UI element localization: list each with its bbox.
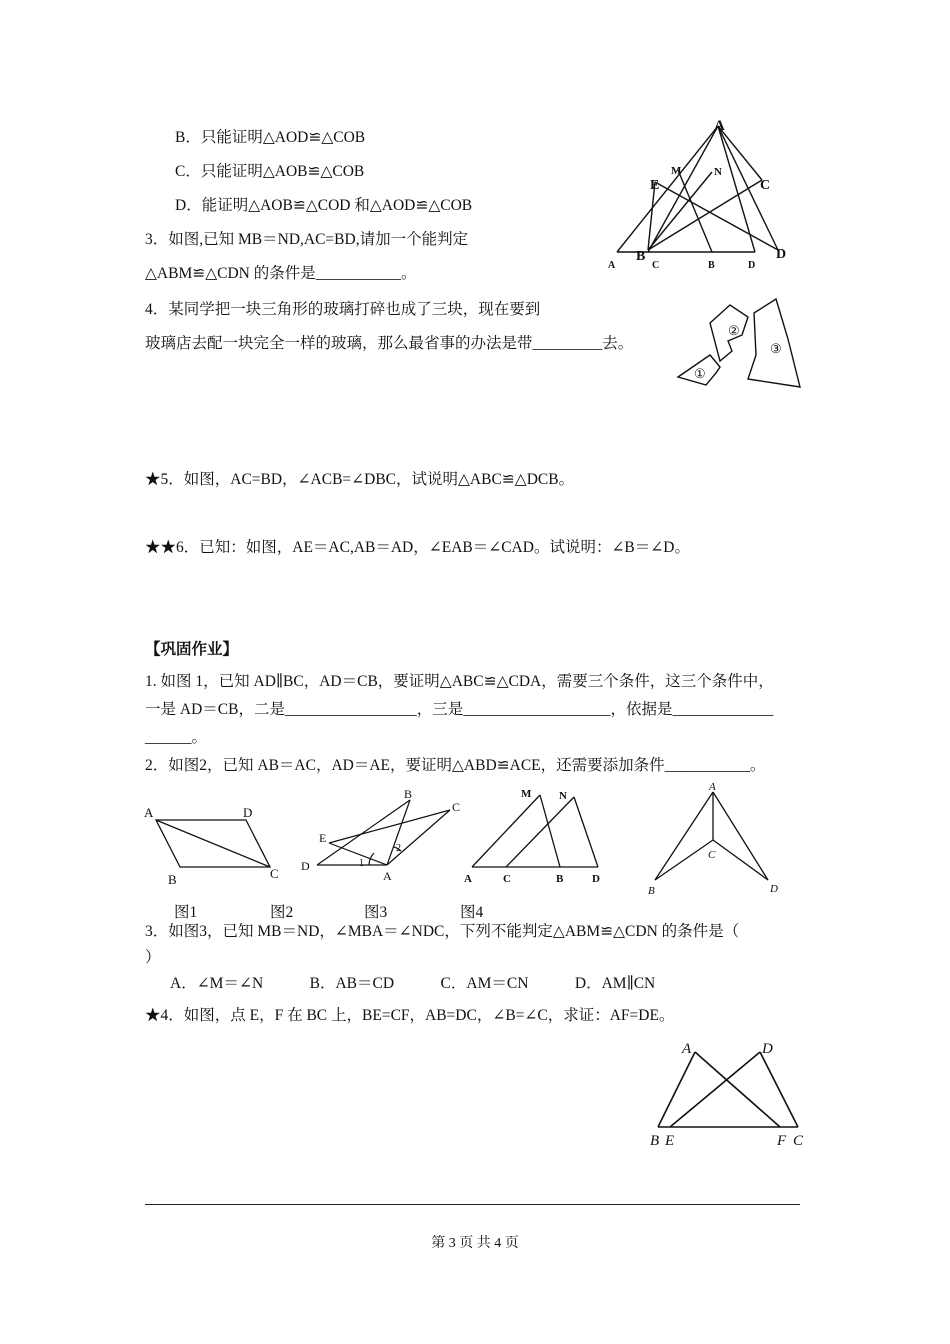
figure-3 (460, 785, 610, 885)
label-d: D (776, 247, 787, 262)
fig5-label-b: B (650, 1133, 660, 1149)
question-3-line1: 3．如图,已知 MB＝ND,AC=BD,请加一个能判定 (145, 231, 469, 248)
fig3-label-a: A (464, 873, 472, 885)
fig2-label-b: B (404, 787, 413, 801)
fig3-label-m: M (521, 788, 532, 800)
figure-crossing-triangles (640, 1035, 810, 1155)
label-c: C (760, 178, 771, 193)
label-c-bottom: C (652, 260, 660, 271)
homework-1-line2: 一是 AD＝CB，二是_________________，三是___________________，依据是_____________ (145, 701, 774, 718)
fig2-label-e: E (319, 831, 327, 845)
homework-4: ★4．如图，点 E，F 在 BC 上，BE=CF，AB=DC，∠B=∠C，求证：AF=DE。 (145, 1007, 675, 1024)
caption-figure-4: 图4 (460, 904, 484, 921)
fig2-label-c: C (452, 800, 461, 814)
label-a: A (714, 118, 725, 134)
section-heading: 【巩固作业】 (145, 641, 239, 658)
caption-figure-3: 图3 (364, 904, 388, 921)
caption-figure-2: 图2 (270, 904, 294, 921)
caption-figure-1: 图1 (174, 904, 198, 921)
label-a-bottom: A (608, 260, 616, 271)
fig2-label-a: A (383, 869, 392, 883)
label-b-bottom: B (708, 260, 715, 271)
fig3-label-n: N (559, 790, 567, 802)
fig5-label-c: C (793, 1133, 804, 1149)
homework-3-options: A．∠M＝∠N B．AB＝CD C．AM＝CN D．AM∥CN (170, 975, 656, 992)
fig2-angle-2: 2 (396, 843, 401, 854)
label-b: B (636, 249, 646, 264)
fig2-label-d: D (301, 859, 310, 873)
question-6: ★★6．已知：如图，AE＝AC,AB＝AD，∠EAB＝∠CAD。试说明：∠B＝∠D。 (145, 539, 690, 556)
fig1-label-d: D (243, 805, 253, 820)
page-number: 第 3 页 共 4 页 (431, 1236, 519, 1251)
figure-glass-shards (670, 295, 810, 395)
fig5-label-d: D (762, 1041, 773, 1057)
question-5: ★5．如图，AC=BD，∠ACB=∠DBC，试说明△ABC≌△DCB。 (145, 471, 575, 488)
homework-1-line3: ______。 (145, 729, 208, 746)
fig4-label-c: C (708, 849, 716, 861)
option-b: B．只能证明△AOD≌△COB (175, 129, 366, 146)
question-3-line2: △ABM≌△CDN 的条件是___________。 (145, 265, 417, 282)
label-n: N (714, 166, 722, 178)
figure-1 (140, 800, 290, 890)
label-d-bottom: D (748, 260, 756, 271)
fig3-label-b: B (556, 873, 564, 885)
fig1-label-a: A (144, 805, 154, 820)
figure-2 (295, 785, 470, 885)
option-d: D．能证明△AOB≌△COD 和△AOD≌△COB (175, 197, 473, 214)
fig1-label-c: C (270, 866, 279, 881)
fig3-label-c: C (503, 873, 511, 885)
fig4-label-a: A (709, 781, 716, 793)
question-4-line2: 玻璃店去配一块完全一样的玻璃，那么最省事的办法是带_________去。 (145, 335, 634, 352)
fig5-label-e: E (665, 1133, 675, 1149)
label-m: M (671, 165, 682, 177)
homework-2: 2．如图2，已知 AB＝AC，AD＝AE，要证明△ABD≌ACE，还需要添加条件___________。 (145, 757, 766, 774)
fig1-label-b: B (168, 872, 177, 887)
footer-rule (145, 1204, 800, 1205)
fig2-angle-1: 1 (359, 858, 364, 869)
fig5-label-f: F (777, 1133, 787, 1149)
fig4-label-b: B (648, 885, 655, 897)
figure-4 (640, 780, 790, 900)
fig4-label-d: D (770, 883, 778, 895)
homework-3-line1: 3．如图3，已知 MB＝ND，∠MBA＝∠NDC，下列不能判定△ABM≌△CDN 的条件是（ (145, 923, 740, 940)
question-4-line1: 4．某同学把一块三角形的玻璃打碎也成了三块，现在要到 (145, 301, 541, 318)
fig3-label-d: D (592, 873, 600, 885)
shard-2-label: ② (728, 323, 740, 338)
fig5-label-a: A (682, 1041, 692, 1057)
shard-3-label: ③ (770, 341, 782, 356)
homework-3-line2: ） (145, 949, 161, 966)
label-e: E (650, 178, 660, 193)
shard-1-label: ① (694, 366, 706, 381)
figure-triangles-top (600, 110, 800, 270)
homework-1-line1: 1. 如图 1，已知 AD∥BC，AD＝CB，要证明△ABC≌△CDA，需要三个条件，这三个条件中， (145, 673, 774, 690)
option-c: C．只能证明△AOB≌△COB (175, 163, 365, 180)
